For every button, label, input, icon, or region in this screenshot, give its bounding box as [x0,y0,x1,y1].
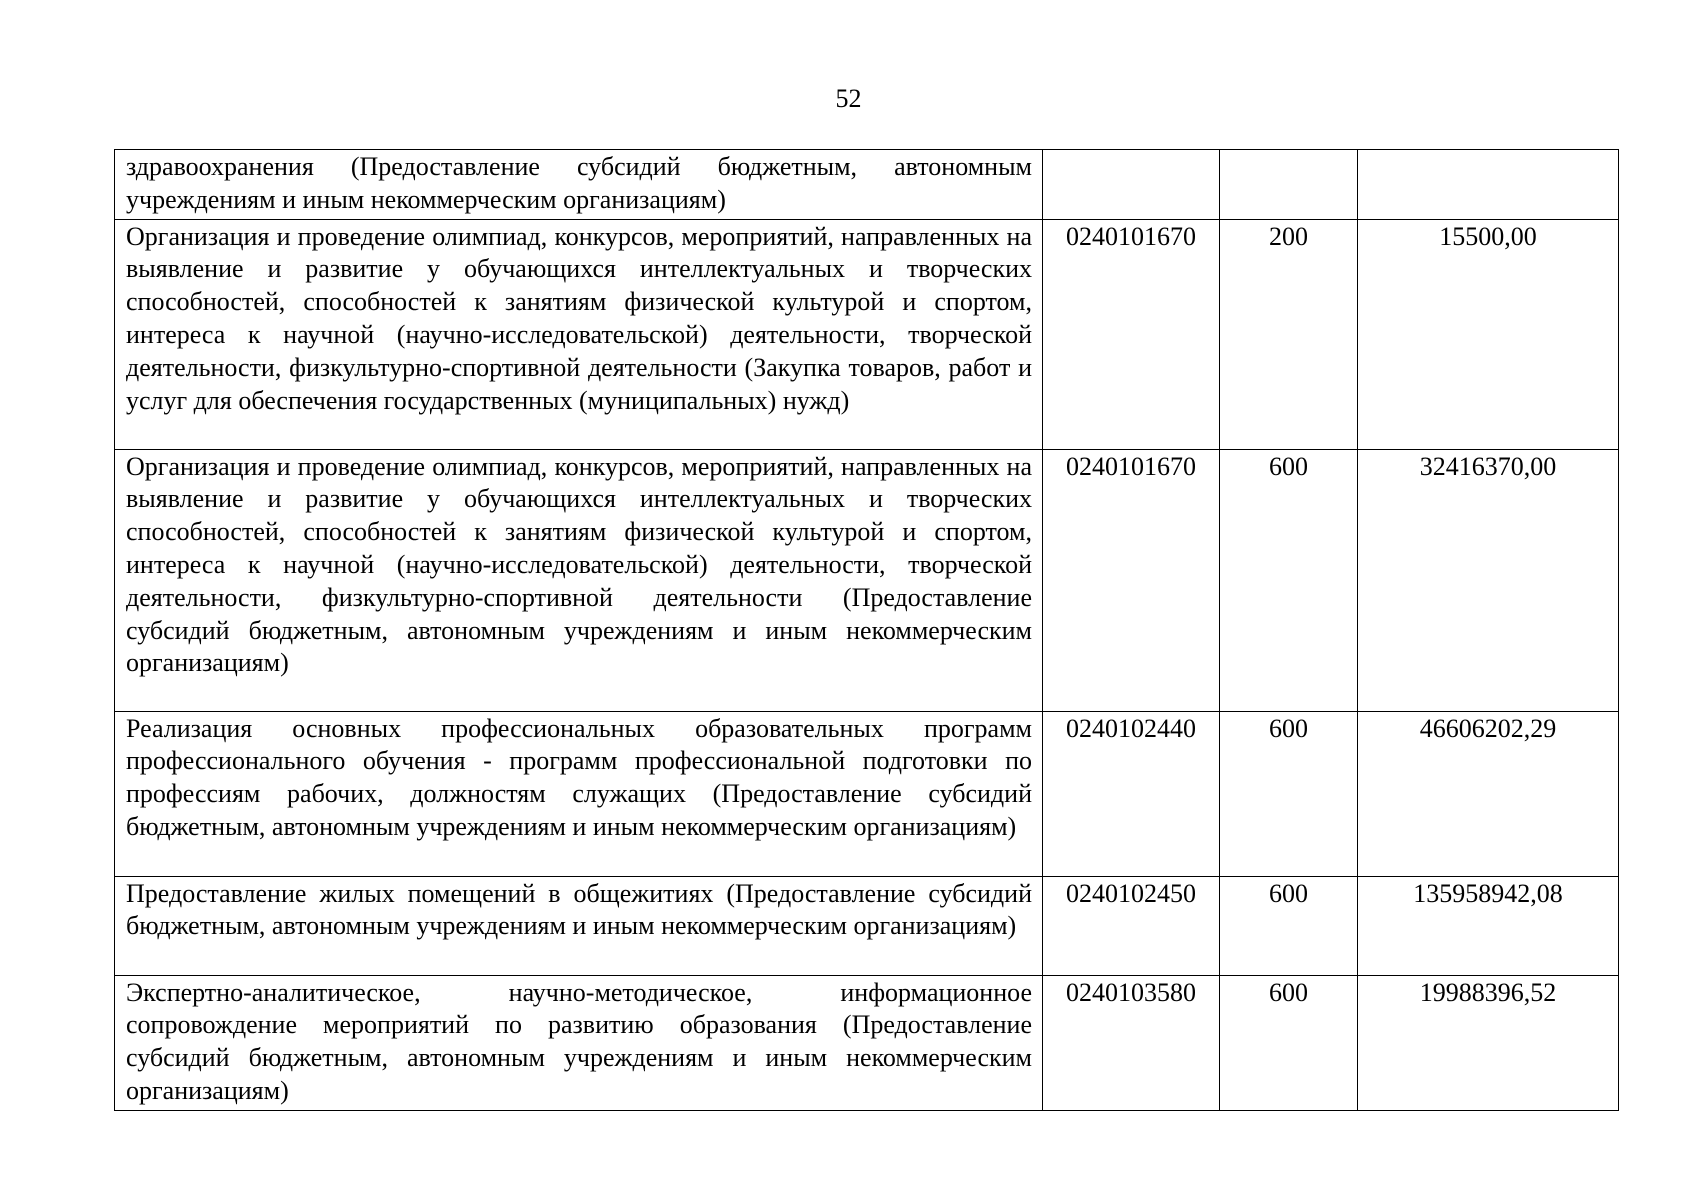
expense-name-cell: Реализация основных профессиональных образовательных программ профессионального обучения - программ профессиональной подготовки по профессиям рабочих, должностям служащих (Предоставление субсидий бюджетным, автономным учреждениям и иным некоммерческим организациям) [115,711,1043,876]
target-code-cell: 0240101670 [1043,219,1220,449]
expense-type-cell: 600 [1220,449,1358,711]
expense-type-cell: 200 [1220,219,1358,449]
table-row [115,150,1619,220]
sum-cell: 46606202,29 [1358,711,1619,876]
sum-cell: 135958942,08 [1358,876,1619,975]
expense-name-cell: Экспертно-аналитическое, научно-методическое, информационное сопровождение мероприятий по развитию образования (Предоставление субсидий бюджетным, автономным учреждениям и иным некоммерческим организациям) [115,975,1043,1110]
target-code-cell: 0240102440 [1043,711,1220,876]
sum-cell: 15500,00 [1358,219,1619,449]
expense-type-cell: 600 [1220,975,1358,1110]
page-number: 52 [835,84,862,113]
expense-type-cell [1220,150,1358,220]
budget-table [114,149,1619,1111]
sum-cell: 19988396,52 [1358,975,1619,1110]
table-row [115,975,1619,1110]
target-code-cell: 0240103580 [1043,975,1220,1110]
expense-name-cell: Организация и проведение олимпиад, конкурсов, мероприятий, направленных на выявление и развитие у обучающихся интеллектуальных и творческих способностей, способностей к занятиям физической культурой и спортом, интереса к научной (научно-исследовательской) деятельности, творческой деятельности, физкультурно-спортивной деятельности (Предоставление субсидий бюджетным, автономным учреждениям и иным некоммерческим организациям) [115,449,1043,711]
table-row [115,711,1619,876]
sum-cell [1358,150,1619,220]
target-code-cell: 0240102450 [1043,876,1220,975]
table-row [115,449,1619,711]
expense-type-cell: 600 [1220,711,1358,876]
expense-name-cell: Предоставление жилых помещений в общежитиях (Предоставление субсидий бюджетным, автономным учреждениям и иным некоммерческим организациям) [115,876,1043,975]
expense-name-cell: здравоохранения (Предоставление субсидий бюджетным, автономным учреждениям и иным некоммерческим организациям) [115,150,1043,220]
sum-cell: 32416370,00 [1358,449,1619,711]
target-code-cell [1043,150,1220,220]
table-row [115,876,1619,975]
expense-name-cell: Организация и проведение олимпиад, конкурсов, мероприятий, направленных на выявление и развитие у обучающихся интеллектуальных и творческих способностей, способностей к занятиям физической культурой и спортом, интереса к научной (научно-исследовательской) деятельности, творческой деятельности, физкультурно-спортивной деятельности (Закупка товаров, работ и услуг для обеспечения государственных (муниципальных) нужд) [115,219,1043,449]
expense-type-cell: 600 [1220,876,1358,975]
target-code-cell: 0240101670 [1043,449,1220,711]
table-row [115,219,1619,449]
